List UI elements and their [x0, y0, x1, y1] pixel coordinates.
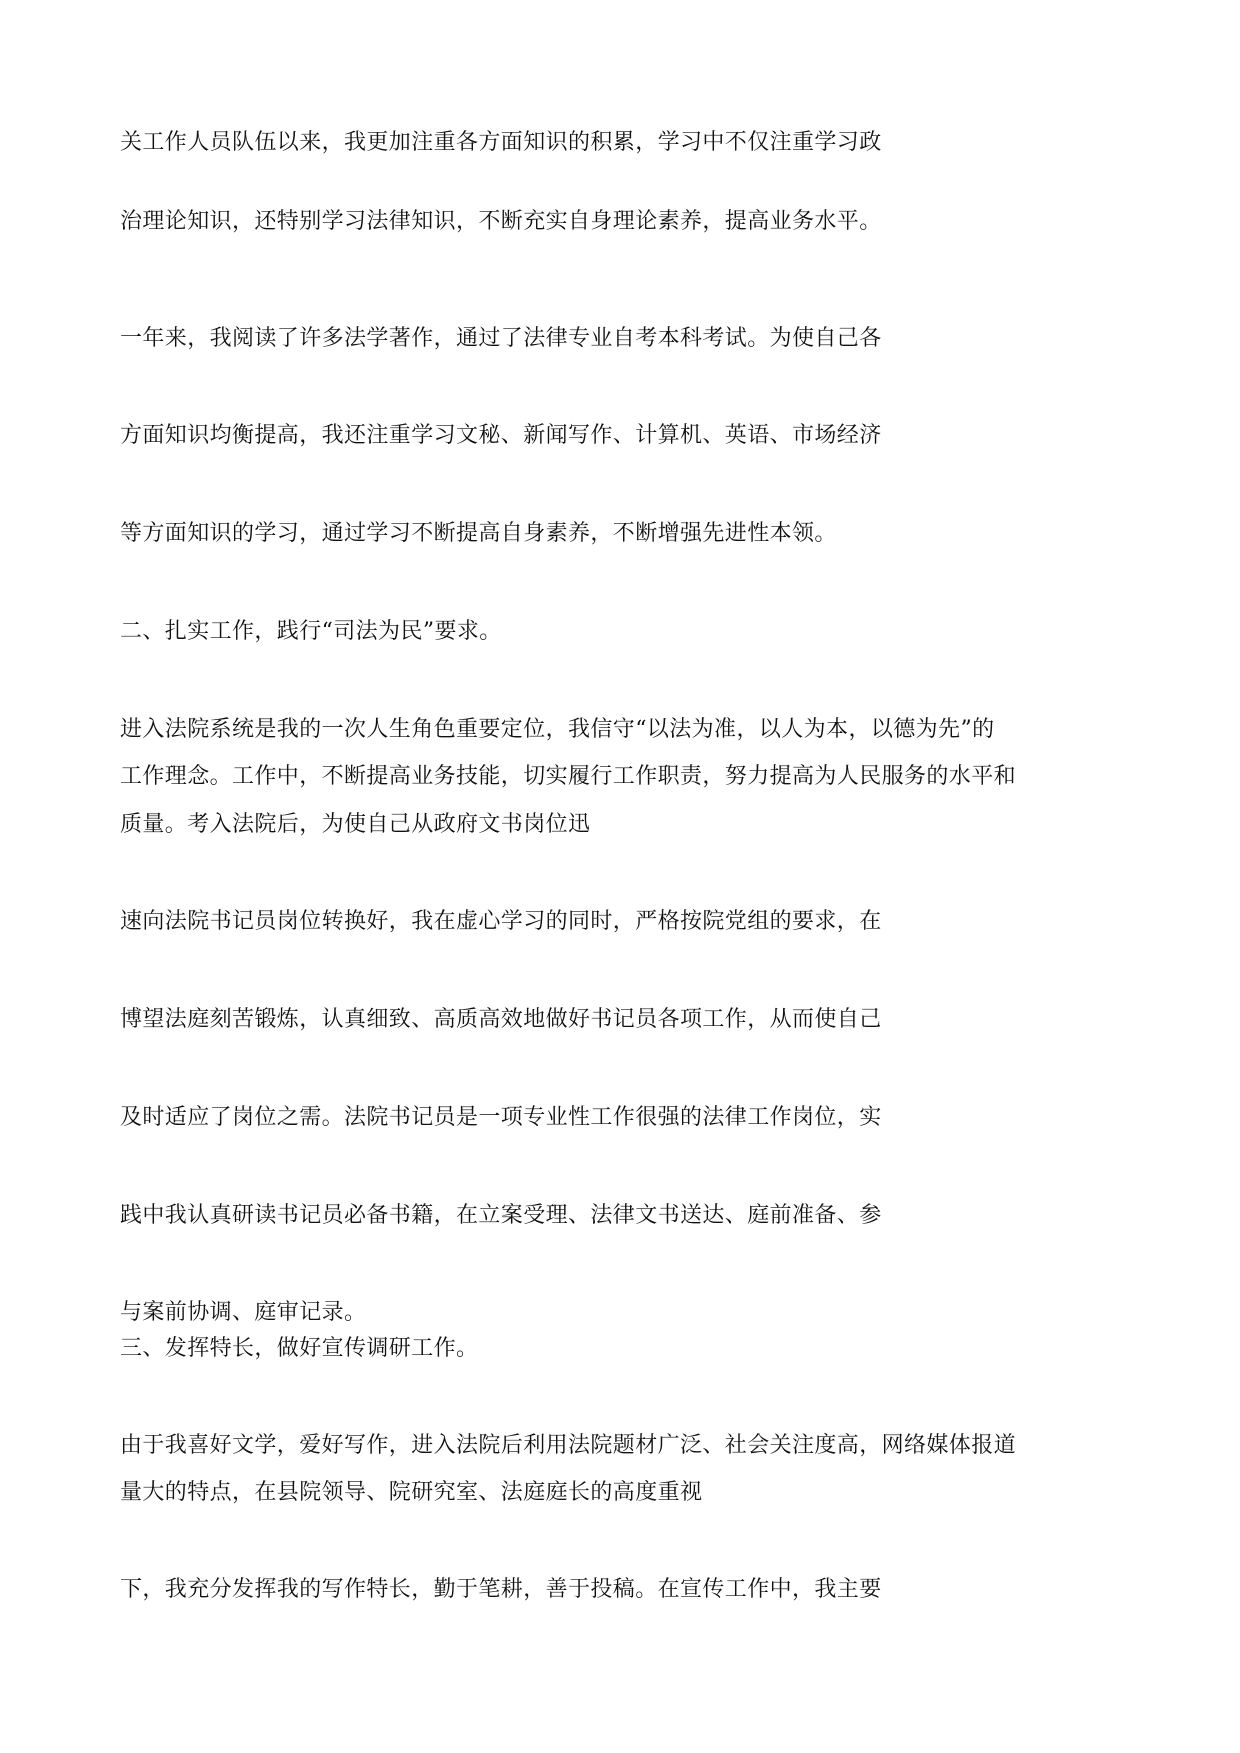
text-line: 及时适应了岗位之需。法院书记员是一项专业性工作很强的法律工作岗位，实 [120, 1105, 882, 1130]
text-line: 进入法院系统是我的一次人生角色重要定位，我信守“以法为准，以人为本，以德为先”的 [120, 717, 995, 742]
text-line: 治理论知识，还特别学习法律知识，不断充实自身理论素养，提高业务水平。 [120, 209, 882, 234]
text-line: 方面知识均衡提高，我还注重学习文秘、新闻写作、计算机、英语、市场经济 [120, 423, 882, 448]
text-line: 量大的特点，在县院领导、院研究室、法庭庭长的高度重视 [120, 1480, 703, 1505]
text-line: 速向法院书记员岗位转换好，我在虚心学习的同时，严格按院党组的要求，在 [120, 909, 882, 934]
text-line: 与案前协调、庭审记录。 [120, 1300, 367, 1325]
text-line: 工作理念。工作中，不断提高业务技能，切实履行工作职责，努力提高为人民服务的水平和 [120, 764, 1017, 789]
text-line: 一年来，我阅读了许多法学著作，通过了法律专业自考本科考试。为使自己各 [120, 326, 882, 351]
text-line: 践中我认真研读书记员必备书籍，在立案受理、法律文书送达、庭前准备、参 [120, 1203, 882, 1228]
text-line: 质量。考入法院后，为使自己从政府文书岗位迅 [120, 812, 591, 837]
section-heading: 三、发挥特长，做好宣传调研工作。 [120, 1336, 479, 1361]
text-line: 等方面知识的学习，通过学习不断提高自身素养，不断增强先进性本领。 [120, 521, 837, 546]
text-line: 下，我充分发挥我的写作特长，勤于笔耕，善于投稿。在宣传工作中，我主要 [120, 1577, 882, 1602]
text-line: 关工作人员队伍以来，我更加注重各方面知识的积累，学习中不仅注重学习政 [120, 130, 882, 155]
text-line: 由于我喜好文学，爱好写作，进入法院后利用法院题材广泛、社会关注度高，网络媒体报道 [120, 1433, 1017, 1458]
text-line: 博望法庭刻苦锻炼，认真细致、高质高效地做好书记员各项工作，从而使自己 [120, 1007, 882, 1032]
section-heading: 二、扎实工作，践行“司法为民”要求。 [120, 619, 502, 644]
